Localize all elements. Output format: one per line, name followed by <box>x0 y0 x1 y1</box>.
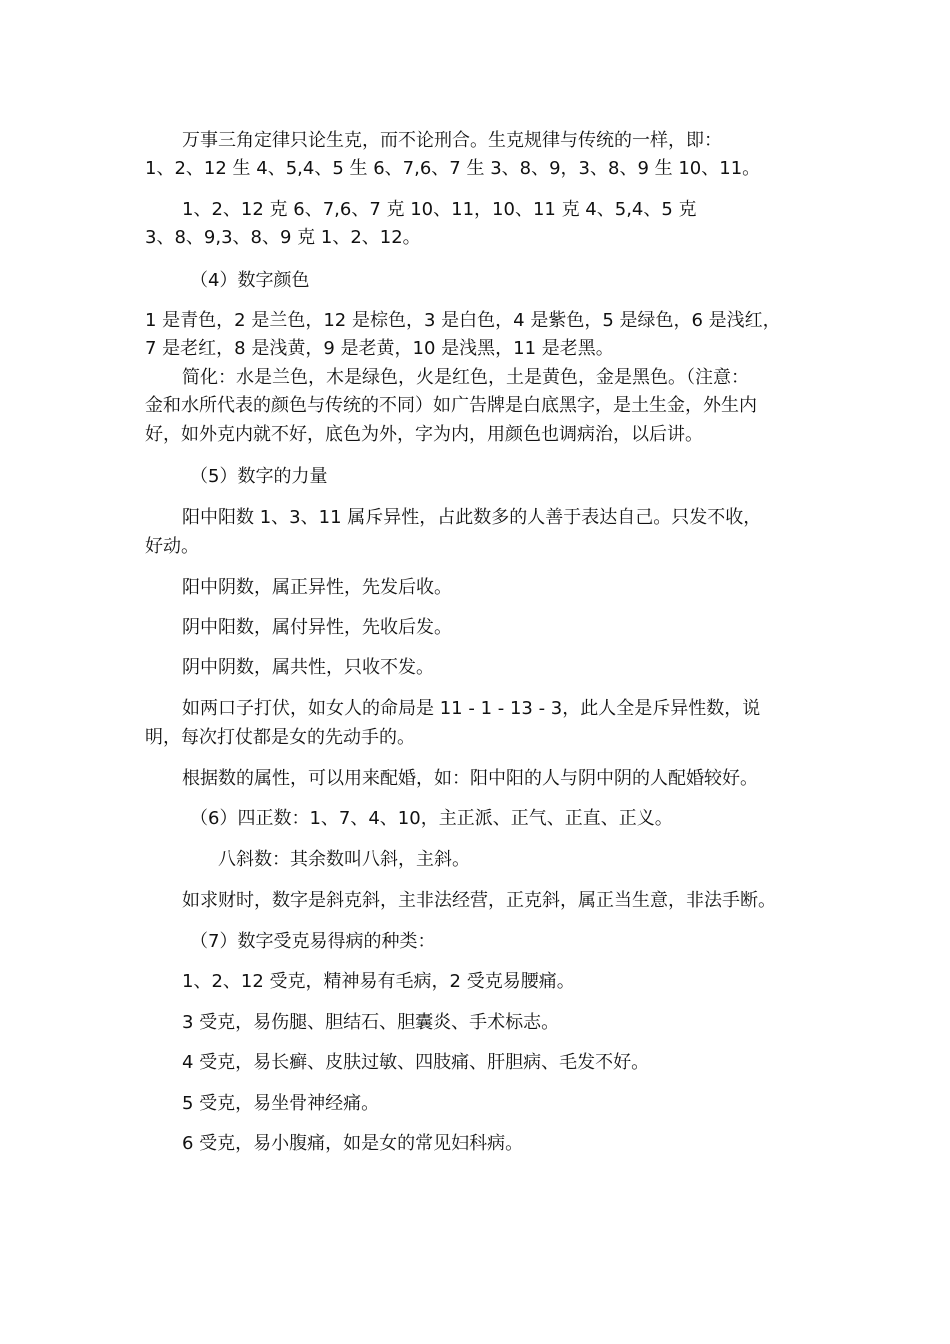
text-line: 万事三角定律只论生克，而不论刑合。生克规律与传统的一样，即： <box>182 130 722 151</box>
text-line: 6 受克，易小腹痛，如是女的常见妇科病。 <box>182 1133 524 1154</box>
text-line: 阴中阳数，属付异性，先收后发。 <box>182 617 452 638</box>
text-line: 5 受克，易坐骨神经痛。 <box>182 1093 380 1114</box>
section-heading: （5）数字的力量 <box>190 466 328 487</box>
section-heading: （4）数字颜色 <box>190 270 310 291</box>
text-line: 如两口子打伏，如女人的命局是 11 - 1 - 13 - 3，此人全是斥异性数，说 <box>182 698 761 719</box>
text-line: 1、2、12 生 4、5,4、5 生 6、7,6、7 生 3、8、9，3、8、9 生 10、11。 <box>145 158 761 179</box>
text-line: 1 是青色，2 是兰色，12 是棕色，3 是白色，4 是紫色，5 是绿色，6 是浅红， <box>145 310 781 331</box>
text-line: 4 受克，易长癣、皮肤过敏、四肢痛、肝胆病、毛发不好。 <box>182 1052 650 1073</box>
text-line: 好，如外克内就不好，底色为外，字为内，用颜色也调病治，以后讲。 <box>145 424 703 445</box>
text-line: 八斜数：其余数叫八斜，主斜。 <box>218 849 470 870</box>
text-line: 好动。 <box>145 536 199 557</box>
text-line: 根据数的属性，可以用来配婚，如：阳中阳的人与阴中阴的人配婚较好。 <box>182 768 758 789</box>
text-line: 1、2、12 克 6、7,6、7 克 10、11，10、11 克 4、5,4、5 克 <box>182 199 697 220</box>
text-line: 如求财时，数字是斜克斜，主非法经营，正克斜，属正当生意，非法手断。 <box>182 890 776 911</box>
text-line: 3、8、9,3、8、9 克 1、2、12。 <box>145 227 421 248</box>
text-line: 7 是老红，8 是浅黄，9 是老黄，10 是浅黑，11 是老黑。 <box>145 338 614 359</box>
text-line: 明，每次打仗都是女的先动手的。 <box>145 727 415 748</box>
section-heading: （6）四正数：1、7、4、10，主正派、正气、正直、正义。 <box>190 808 673 829</box>
text-line: 金和水所代表的颜色与传统的不同）如广告牌是白底黑字，是土生金，外生内 <box>145 395 757 416</box>
section-heading: （7）数字受克易得病的种类： <box>190 931 436 952</box>
text-line: 阴中阴数，属共性，只收不发。 <box>182 657 434 678</box>
text-line: 阳中阴数，属正异性，先发后收。 <box>182 577 452 598</box>
text-line: 3 受克，易伤腿、胆结石、胆囊炎、手术标志。 <box>182 1012 560 1033</box>
text-line: 简化：水是兰色，木是绿色，火是红色，土是黄色，金是黑色。（注意： <box>182 367 749 388</box>
text-line: 阳中阳数 1、3、11 属斥异性，占此数多的人善于表达自己。只发不收， <box>182 507 762 528</box>
text-line: 1、2、12 受克，精神易有毛病，2 受克易腰痛。 <box>182 971 575 992</box>
